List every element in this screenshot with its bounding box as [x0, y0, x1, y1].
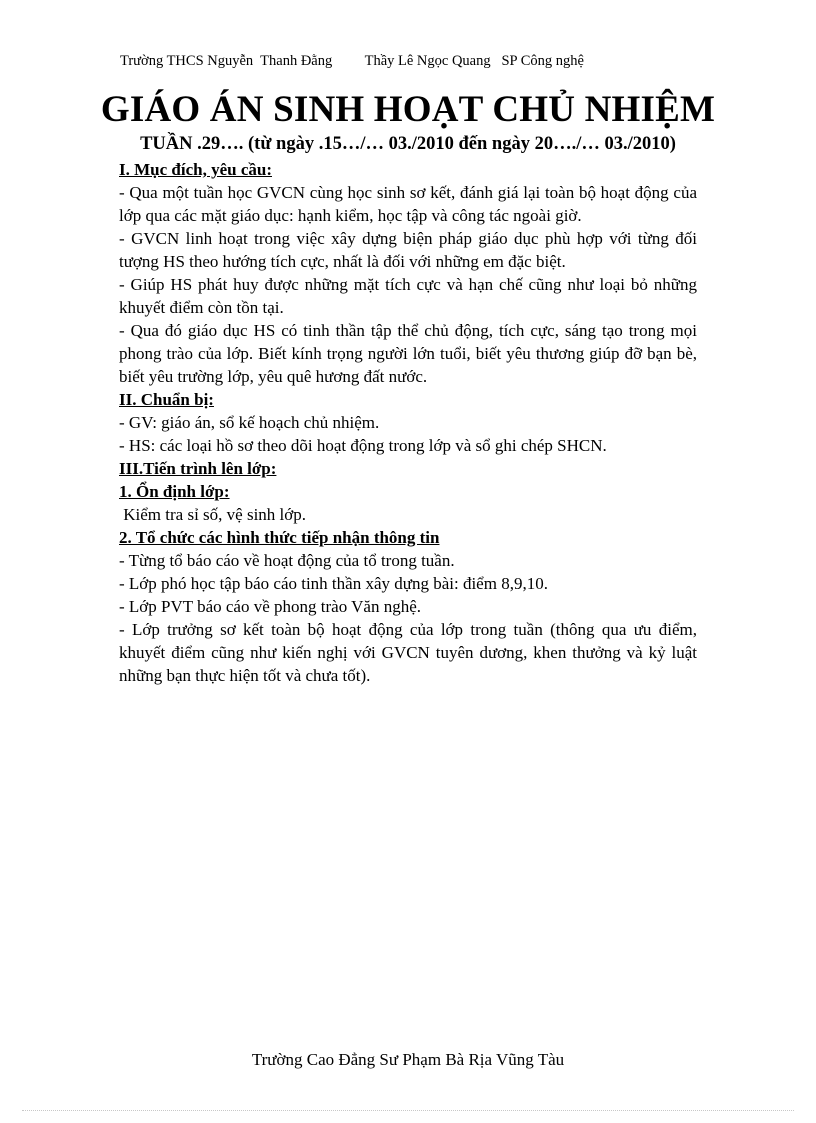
document-body — [119, 158, 697, 687]
paragraph: - Lớp trưởng sơ kết toàn bộ hoạt động của lớp trong tuần (thông qua ưu điểm, khuyết điểm cũng như kiến nghị với GVCN tuyên dương, khen thưởng và kỷ luật những bạn thực hiện tốt và chưa tốt). — [119, 620, 697, 685]
paragraph: - Qua đó giáo dục HS có tinh thần tập thể chủ động, tích cực, sáng tạo trong mọi phong trào của lớp. Biết kính trọng người lớn tuổi, biết yêu thương giúp đỡ bạn bè, biết yêu trường lớp, yêu quê hương đất nước. — [119, 321, 697, 386]
paragraph: - GV: giáo án, sổ kế hoạch chủ nhiệm. — [119, 413, 380, 432]
subsection-heading-organize: 2. Tổ chức các hình thức tiếp nhận thông tin — [119, 528, 440, 547]
subsection-heading-stabilize: 1. Ổn định lớp: — [119, 482, 230, 501]
page-footer: Trường Cao Đẳng Sư Phạm Bà Rịa Vũng Tàu — [251, 1050, 565, 1069]
page-edge-divider — [22, 1110, 794, 1111]
document-title: GIÁO ÁN SINH HOẠT CHỦ NHIỆM — [100, 89, 716, 130]
section-heading-purpose: I. Mục đích, yêu cầu: — [119, 160, 272, 179]
paragraph: - Lớp phó học tập báo cáo tinh thần xây dựng bài: điểm 8,9,10. — [119, 574, 548, 593]
paragraph: - Lớp PVT báo cáo về phong trào Văn nghệ. — [119, 597, 422, 616]
paragraph: Kiểm tra sỉ số, vệ sinh lớp. — [119, 505, 306, 524]
paragraph: - Từng tổ báo cáo về hoạt động của tổ trong tuần. — [119, 551, 455, 570]
section-heading-preparation: II. Chuẩn bị: — [119, 390, 214, 409]
page-header: Trường THCS Nguyễn Thanh Đằng Thầy Lê Ngọc Quang SP Công nghệ — [120, 53, 584, 69]
paragraph: - Giúp HS phát huy được những mặt tích cực và hạn chế cũng như loại bỏ những khuyết điểm còn tồn tại. — [119, 275, 697, 317]
paragraph: - Qua một tuần học GVCN cùng học sinh sơ kết, đánh giá lại toàn bộ hoạt động của lớp qua các mặt giáo dục: hạnh kiểm, học tập và công tác ngoài giờ. — [119, 183, 697, 225]
paragraph: - GVCN linh hoạt trong việc xây dựng biện pháp giáo dục phù hợp với từng đối tượng HS theo hướng tích cực, nhất là đối với những em đặc biệt. — [119, 229, 697, 271]
paragraph: - HS: các loại hồ sơ theo dõi hoạt động trong lớp và sổ ghi chép SHCN. — [119, 436, 607, 455]
week-line: TUẦN .29…. (từ ngày .15…/… 03./2010 đến ngày 20…./… 03./2010) — [140, 134, 676, 154]
section-heading-procedure: III.Tiến trình lên lớp: — [119, 459, 277, 478]
